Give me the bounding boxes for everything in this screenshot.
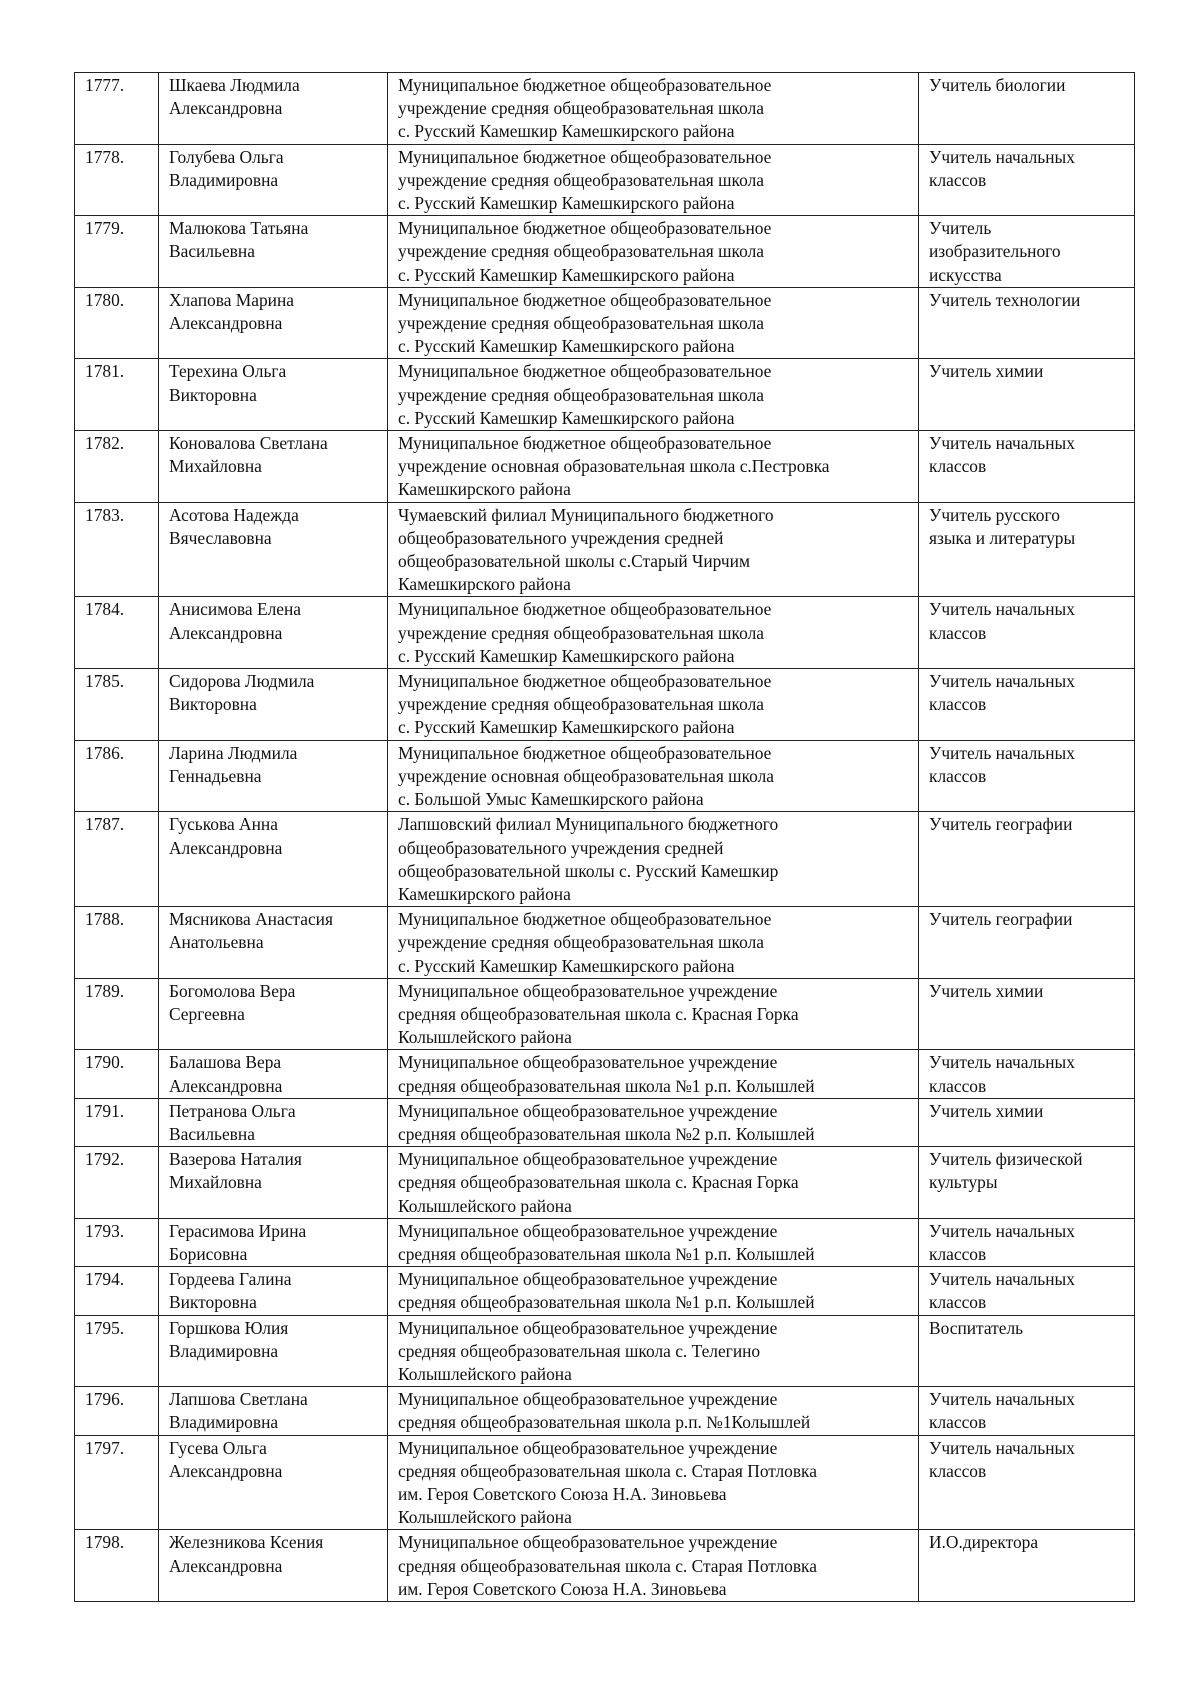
position: Учитель начальных классов bbox=[919, 1435, 1135, 1530]
teachers-table bbox=[74, 72, 1135, 1602]
organization: Муниципальное бюджетное общеобразовательное учреждение средняя общеобразовательная школа с. Русский Камешкир Камешкирского района bbox=[388, 287, 919, 359]
position: Учитель биологии bbox=[919, 73, 1135, 145]
table-row bbox=[75, 1267, 1135, 1315]
row-number: 1783. bbox=[75, 502, 159, 597]
row-number: 1781. bbox=[75, 359, 159, 431]
position: Учитель начальных классов bbox=[919, 1218, 1135, 1266]
person-name: Герасимова Ирина Борисовна bbox=[159, 1218, 388, 1266]
organization: Лапшовский филиал Муниципального бюджетного общеобразовательного учреждения средней общеобразовательной школы с. Русский Камешкир Камешкирского района bbox=[388, 812, 919, 907]
person-name: Голубева Ольга Владимировна bbox=[159, 144, 388, 216]
organization: Муниципальное бюджетное общеобразовательное учреждение средняя общеобразовательная школа с. Русский Камешкир Камешкирского района bbox=[388, 597, 919, 669]
person-name: Гусева Ольга Александровна bbox=[159, 1435, 388, 1530]
organization: Муниципальное общеобразовательное учреждение средняя общеобразовательная школа р.п. №1Колышлей bbox=[388, 1387, 919, 1435]
organization: Муниципальное бюджетное общеобразовательное учреждение средняя общеобразовательная школа с. Русский Камешкир Камешкирского района bbox=[388, 73, 919, 145]
position: Учитель химии bbox=[919, 359, 1135, 431]
organization: Муниципальное общеобразовательное учреждение средняя общеобразовательная школа с. Старая Потловка им. Героя Советского Союза Н.А. Зиновьева bbox=[388, 1530, 919, 1602]
person-name: Асотова Надежда Вячеславовна bbox=[159, 502, 388, 597]
row-number: 1795. bbox=[75, 1315, 159, 1387]
position: Учитель начальных классов bbox=[919, 1387, 1135, 1435]
organization: Муниципальное общеобразовательное учреждение средняя общеобразовательная школа с. Телегино Колышлейского района bbox=[388, 1315, 919, 1387]
organization: Чумаевский филиал Муниципального бюджетного общеобразовательного учреждения средней общеобразовательной школы с.Старый Чирчим Камешкирского района bbox=[388, 502, 919, 597]
row-number: 1791. bbox=[75, 1098, 159, 1146]
organization: Муниципальное бюджетное общеобразовательное учреждение средняя общеобразовательная школа с. Русский Камешкир Камешкирского района bbox=[388, 144, 919, 216]
row-number: 1796. bbox=[75, 1387, 159, 1435]
person-name: Петранова Ольга Васильевна bbox=[159, 1098, 388, 1146]
table-row bbox=[75, 1435, 1135, 1530]
position: Учитель начальных классов bbox=[919, 144, 1135, 216]
table-row bbox=[75, 978, 1135, 1050]
table-row bbox=[75, 431, 1135, 503]
organization: Муниципальное общеобразовательное учреждение средняя общеобразовательная школа №1 р.п. Колышлей bbox=[388, 1267, 919, 1315]
organization: Муниципальное общеобразовательное учреждение средняя общеобразовательная школа с. Красная Горка Колышлейского района bbox=[388, 1147, 919, 1219]
table-row bbox=[75, 1218, 1135, 1266]
person-name: Ларина Людмила Геннадьевна bbox=[159, 740, 388, 812]
table-row bbox=[75, 216, 1135, 288]
person-name: Мясникова Анастасия Анатольевна bbox=[159, 907, 388, 979]
organization: Муниципальное бюджетное общеобразовательное учреждение средняя общеобразовательная школа с. Русский Камешкир Камешкирского района bbox=[388, 359, 919, 431]
organization: Муниципальное бюджетное общеобразовательное учреждение основная общеобразовательная школа с. Большой Умыс Камешкирского района bbox=[388, 740, 919, 812]
position: Учитель русского языка и литературы bbox=[919, 502, 1135, 597]
position: Учитель начальных классов bbox=[919, 431, 1135, 503]
position: Учитель химии bbox=[919, 978, 1135, 1050]
organization: Муниципальное общеобразовательное учреждение средняя общеобразовательная школа с. Красная Горка Колышлейского района bbox=[388, 978, 919, 1050]
person-name: Вазерова Наталия Михайловна bbox=[159, 1147, 388, 1219]
position: Учитель химии bbox=[919, 1098, 1135, 1146]
position: Учитель начальных классов bbox=[919, 1050, 1135, 1098]
position: Учитель физической культуры bbox=[919, 1147, 1135, 1219]
position: Учитель начальных классов bbox=[919, 597, 1135, 669]
row-number: 1787. bbox=[75, 812, 159, 907]
person-name: Гуськова Анна Александровна bbox=[159, 812, 388, 907]
row-number: 1793. bbox=[75, 1218, 159, 1266]
row-number: 1790. bbox=[75, 1050, 159, 1098]
row-number: 1777. bbox=[75, 73, 159, 145]
position: Учитель географии bbox=[919, 907, 1135, 979]
table-row bbox=[75, 1315, 1135, 1387]
person-name: Коновалова Светлана Михайловна bbox=[159, 431, 388, 503]
table-row bbox=[75, 1050, 1135, 1098]
table-row bbox=[75, 1147, 1135, 1219]
position: Воспитатель bbox=[919, 1315, 1135, 1387]
table-row bbox=[75, 359, 1135, 431]
row-number: 1782. bbox=[75, 431, 159, 503]
row-number: 1785. bbox=[75, 669, 159, 741]
position: Учитель изобразительного искусства bbox=[919, 216, 1135, 288]
person-name: Лапшова Светлана Владимировна bbox=[159, 1387, 388, 1435]
position: Учитель технологии bbox=[919, 287, 1135, 359]
person-name: Хлапова Марина Александровна bbox=[159, 287, 388, 359]
person-name: Железникова Ксения Александровна bbox=[159, 1530, 388, 1602]
person-name: Сидорова Людмила Викторовна bbox=[159, 669, 388, 741]
table-row bbox=[75, 907, 1135, 979]
position: Учитель начальных классов bbox=[919, 1267, 1135, 1315]
organization: Муниципальное бюджетное общеобразовательное учреждение основная образовательная школа с.Пестровка Камешкирского района bbox=[388, 431, 919, 503]
organization: Муниципальное общеобразовательное учреждение средняя общеобразовательная школа №2 р.п. Колышлей bbox=[388, 1098, 919, 1146]
table-row bbox=[75, 740, 1135, 812]
row-number: 1797. bbox=[75, 1435, 159, 1530]
table-row bbox=[75, 1098, 1135, 1146]
table-row bbox=[75, 812, 1135, 907]
organization: Муниципальное бюджетное общеобразовательное учреждение средняя общеобразовательная школа с. Русский Камешкир Камешкирского района bbox=[388, 669, 919, 741]
table-row bbox=[75, 1387, 1135, 1435]
organization: Муниципальное общеобразовательное учреждение средняя общеобразовательная школа №1 р.п. Колышлей bbox=[388, 1050, 919, 1098]
position: Учитель начальных классов bbox=[919, 669, 1135, 741]
row-number: 1794. bbox=[75, 1267, 159, 1315]
position: Учитель начальных классов bbox=[919, 740, 1135, 812]
organization: Муниципальное бюджетное общеобразовательное учреждение средняя общеобразовательная школа с. Русский Камешкир Камешкирского района bbox=[388, 907, 919, 979]
row-number: 1784. bbox=[75, 597, 159, 669]
person-name: Балашова Вера Александровна bbox=[159, 1050, 388, 1098]
row-number: 1778. bbox=[75, 144, 159, 216]
position: Учитель географии bbox=[919, 812, 1135, 907]
row-number: 1780. bbox=[75, 287, 159, 359]
row-number: 1788. bbox=[75, 907, 159, 979]
organization: Муниципальное общеобразовательное учреждение средняя общеобразовательная школа с. Старая Потловка им. Героя Советского Союза Н.А. Зиновьева Колышлейского района bbox=[388, 1435, 919, 1530]
table-row bbox=[75, 1530, 1135, 1602]
row-number: 1786. bbox=[75, 740, 159, 812]
row-number: 1789. bbox=[75, 978, 159, 1050]
person-name: Богомолова Вера Сергеевна bbox=[159, 978, 388, 1050]
person-name: Малюкова Татьяна Васильевна bbox=[159, 216, 388, 288]
organization: Муниципальное бюджетное общеобразовательное учреждение средняя общеобразовательная школа с. Русский Камешкир Камешкирского района bbox=[388, 216, 919, 288]
person-name: Терехина Ольга Викторовна bbox=[159, 359, 388, 431]
row-number: 1779. bbox=[75, 216, 159, 288]
organization: Муниципальное общеобразовательное учреждение средняя общеобразовательная школа №1 р.п. Колышлей bbox=[388, 1218, 919, 1266]
table-row bbox=[75, 73, 1135, 145]
row-number: 1798. bbox=[75, 1530, 159, 1602]
person-name: Горшкова Юлия Владимировна bbox=[159, 1315, 388, 1387]
table-row bbox=[75, 502, 1135, 597]
table-body bbox=[75, 73, 1135, 1602]
table-row bbox=[75, 144, 1135, 216]
person-name: Гордеева Галина Викторовна bbox=[159, 1267, 388, 1315]
table-row bbox=[75, 597, 1135, 669]
row-number: 1792. bbox=[75, 1147, 159, 1219]
position: И.О.директора bbox=[919, 1530, 1135, 1602]
table-row bbox=[75, 287, 1135, 359]
person-name: Анисимова Елена Александровна bbox=[159, 597, 388, 669]
person-name: Шкаева Людмила Александровна bbox=[159, 73, 388, 145]
table-row bbox=[75, 669, 1135, 741]
